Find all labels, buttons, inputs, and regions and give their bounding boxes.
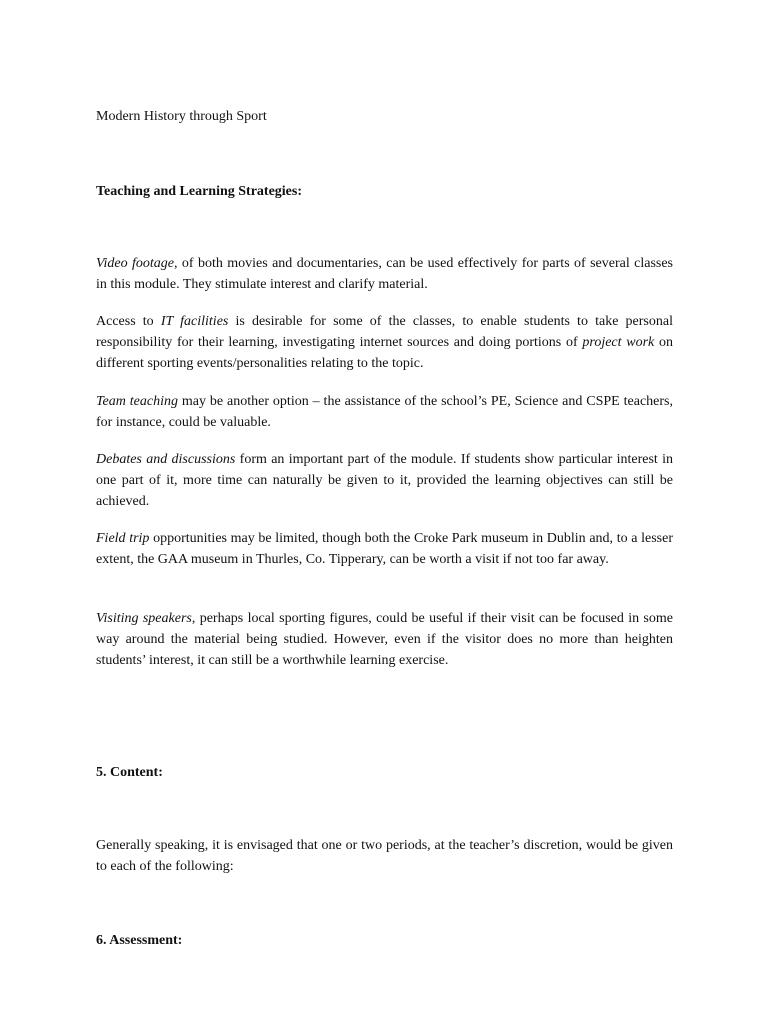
strategies-heading: Teaching and Learning Strategies: [96,184,302,199]
text-it-mid: is desirable for some of the classes, to enable students to take personal responsibility for their learning, investigating internet sources and doing portions of [96,314,673,350]
text-it-pre: Access to [96,314,161,329]
paragraph-team-teaching [96,391,673,433]
text-field-trip: opportunities may be limited, though both the Croke Park museum in Dublin and, to a lesser extent, the GAA museum in Thurles, Co. Tipperary, can be worth a visit if not too far away. [96,531,673,567]
term-project-work: project work [582,335,655,350]
module-title: Modern History through Sport [96,109,267,124]
text-visiting-speakers: , perhaps local sporting figures, could be useful if their visit can be focused in some way around the material being studied. However, even if the visitor does no more than heighten students’ interest, it can still be a worthwhile learning exercise. [96,611,673,668]
term-team-teaching: Team teaching [96,394,178,409]
assessment-heading: 6. Assessment: [96,933,183,948]
text-team-teaching: may be another option – the assistance of the school’s PE, Science and CSPE teachers, for instance, could be valuable. [96,394,673,430]
text-debates: form an important part of the module. If students show particular interest in one part of it, more time can naturally be given to it, provided the learning objectives can still be achieved. [96,452,673,509]
paragraph-it-facilities [96,311,673,374]
paragraph-video-footage [96,253,673,295]
paragraph-debates [96,449,673,512]
term-debates: Debates and discussions [96,452,236,467]
text-it-post: on different sporting events/personalities relating to the topic. [96,335,674,371]
paragraph-field-trip [96,528,673,570]
term-video-footage: Video footage [96,256,175,271]
term-it-facilities: IT facilities [160,314,229,329]
content-paragraph: Generally speaking, it is envisaged that one or two periods, at the teacher’s discretion, would be given to each of the following: [96,838,673,874]
text-video-footage: , of both movies and documentaries, can be used effectively for parts of several classes in this module. They stimulate interest and clarify material. [96,256,674,292]
paragraph-visiting-speakers [96,608,673,671]
term-field-trip: Field trip [96,531,150,546]
term-visiting-speakers: Visiting speakers [96,611,192,626]
content-heading: 5. Content: [96,765,163,780]
